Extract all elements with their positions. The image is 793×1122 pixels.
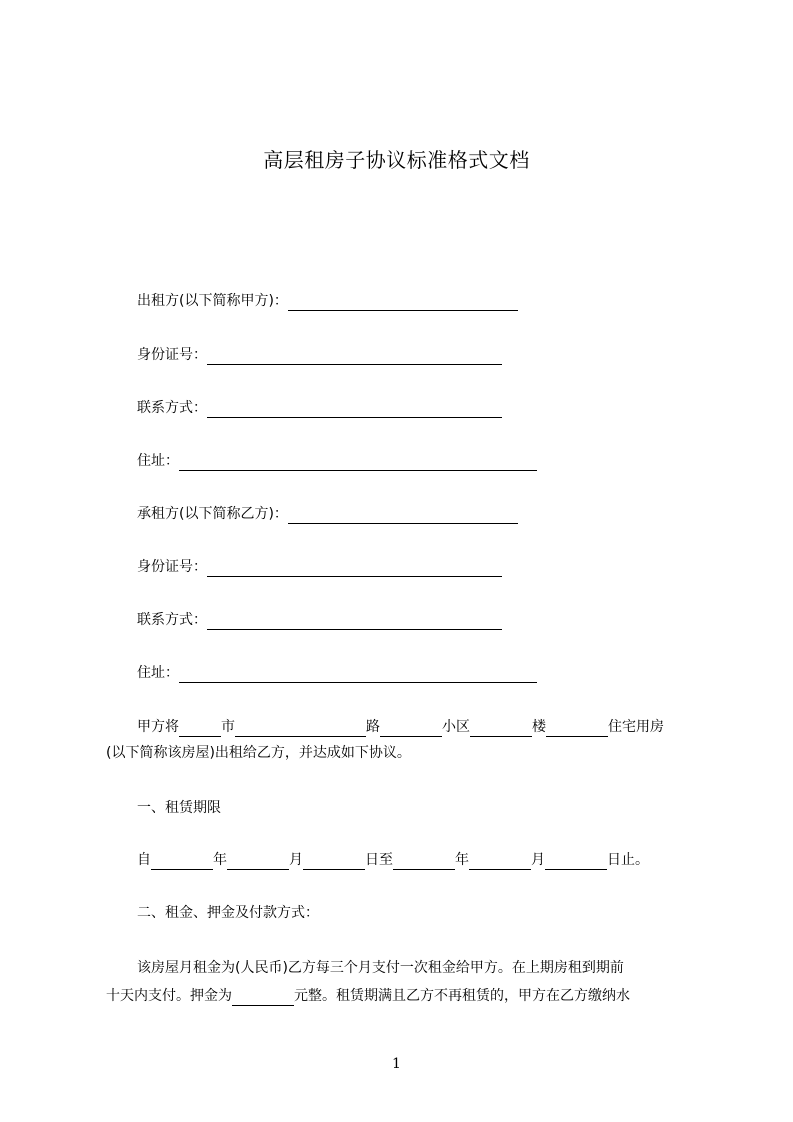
tenant-contact-label: 联系方式：	[137, 612, 207, 628]
intro-blank-road	[235, 722, 366, 737]
intro-text-1: 甲方将	[137, 719, 179, 735]
landlord-contact-blank	[207, 403, 502, 418]
landlord-label: 出租方(以下简称甲方)：	[137, 293, 288, 309]
term-text-1: 自	[137, 852, 151, 868]
intro-text-4: 小区	[442, 719, 470, 735]
section1-heading: 一、租赁期限	[137, 800, 221, 816]
term-blank-end-month	[469, 855, 531, 870]
section2-heading: 二、租金、押金及付款方式：	[137, 905, 319, 921]
tenant-address-blank	[179, 668, 537, 683]
landlord-line	[137, 291, 518, 311]
tenant-contact-line	[137, 610, 502, 630]
intro-blank-community	[380, 722, 442, 737]
term-text-6: 月	[531, 852, 545, 868]
intro-line-2: (以下简称该房屋)出租给乙方，并达成如下协议。	[106, 745, 411, 761]
landlord-id-blank	[207, 350, 502, 365]
tenant-address-line	[137, 663, 537, 683]
intro-text-6: 住宅用房	[608, 719, 664, 735]
intro-text-2: 市	[221, 719, 235, 735]
tenant-address-label: 住址：	[137, 665, 179, 681]
tenant-label: 承租方(以下简称乙方)：	[137, 506, 288, 522]
intro-text-3: 路	[366, 719, 380, 735]
landlord-contact-label: 联系方式：	[137, 400, 207, 416]
landlord-address-line	[137, 451, 537, 471]
term-text-4: 日至	[365, 852, 393, 868]
term-blank-end-day	[545, 855, 607, 870]
landlord-id-line	[137, 345, 502, 365]
section2-line-1: 该房屋月租金为(人民币)乙方每三个月支付一次租金给甲方。在上期房租到期前	[137, 960, 624, 976]
tenant-blank	[288, 509, 518, 524]
deposit-blank	[232, 991, 294, 1006]
document-title: 高层租房子协议标准格式文档	[263, 148, 530, 172]
deposit-text-2: 元整。租赁期满且乙方不再租赁的，甲方在乙方缴纳水	[294, 988, 630, 1004]
term-blank-start-month	[227, 855, 289, 870]
term-text-7: 日止。	[607, 852, 649, 868]
landlord-blank	[288, 296, 518, 311]
landlord-contact-line	[137, 398, 502, 418]
intro-text-5: 楼	[532, 719, 546, 735]
intro-blank-unit	[546, 722, 608, 737]
page-number: 1	[392, 1056, 401, 1072]
tenant-id-blank	[207, 562, 502, 577]
intro-line-1	[137, 717, 664, 737]
landlord-id-label: 身份证号：	[137, 347, 207, 363]
term-text-3: 月	[289, 852, 303, 868]
tenant-id-line	[137, 557, 502, 577]
intro-blank-city	[179, 722, 221, 737]
landlord-address-blank	[179, 456, 537, 471]
landlord-address-label: 住址：	[137, 453, 179, 469]
term-text-2: 年	[213, 852, 227, 868]
term-blank-start-year	[151, 855, 213, 870]
term-blank-end-year	[393, 855, 455, 870]
section2-line-2	[106, 986, 630, 1006]
lease-term-line	[137, 850, 649, 870]
tenant-id-label: 身份证号：	[137, 559, 207, 575]
intro-blank-building	[470, 722, 532, 737]
term-text-5: 年	[455, 852, 469, 868]
term-blank-start-day	[303, 855, 365, 870]
tenant-line	[137, 504, 518, 524]
tenant-contact-blank	[207, 615, 502, 630]
deposit-text-1: 十天内支付。押金为	[106, 988, 232, 1004]
